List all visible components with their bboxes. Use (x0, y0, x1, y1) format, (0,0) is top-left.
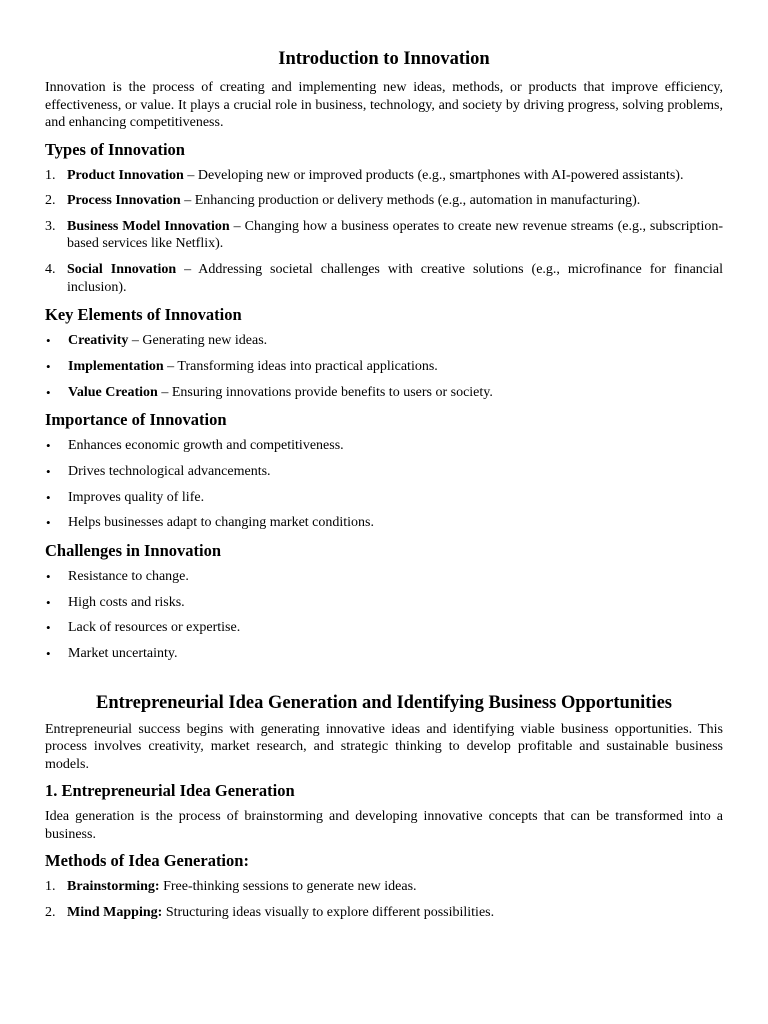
list-item (45, 568, 723, 586)
challenges-heading: Challenges in Innovation (45, 541, 222, 561)
list-item-text (67, 904, 723, 922)
list-item-text: Enhances economic growth and competitiveness. (68, 438, 344, 454)
elements-list (45, 332, 723, 401)
section2-intro: Entrepreneurial success begins with generating innovative ideas and identifying viable business opportunities. This process involves creativity, market research, and strategic thinking to develop profitable and sustainable business models. (45, 721, 723, 772)
list-item-term: Brainstorming: (67, 879, 160, 895)
bullet-icon: • (46, 438, 51, 454)
list-item-text (67, 218, 723, 253)
types-list (45, 167, 723, 297)
list-item-term: Implementation (68, 358, 164, 374)
list-item-text: Resistance to change. (68, 569, 189, 585)
bullet-icon: • (46, 594, 51, 610)
list-item-term: Mind Mapping: (67, 904, 163, 920)
importance-list (45, 437, 723, 532)
challenges-list (45, 568, 723, 663)
list-item (45, 261, 723, 296)
list-number: 3. (45, 218, 56, 234)
elements-heading: Key Elements of Innovation (45, 305, 242, 325)
list-item-desc: Free-thinking sessions to generate new ideas. (159, 879, 417, 895)
list-item (45, 904, 723, 922)
list-number: 2. (45, 904, 56, 920)
list-item-text: Market uncertainty. (68, 646, 178, 662)
list-item (45, 489, 723, 507)
bullet-icon: • (46, 358, 51, 374)
list-item-text (68, 384, 723, 402)
list-item (45, 878, 723, 896)
list-item-term: Process Innovation (67, 193, 181, 209)
list-item (45, 358, 723, 376)
list-item-desc: – Developing new or improved products (e.g., smartphones with AI-powered assistants). (183, 167, 684, 183)
list-item-text (67, 261, 723, 296)
list-item (45, 384, 723, 402)
list-item-term: Business Model Innovation (67, 218, 230, 234)
list-item-text: High costs and risks. (68, 594, 185, 610)
list-item-term: Product Innovation (67, 167, 184, 183)
bullet-icon: • (46, 646, 51, 662)
list-item (45, 218, 723, 253)
methods-list (45, 878, 723, 921)
section2-title: Entrepreneurial Idea Generation and Identifying Business Opportunities (96, 692, 672, 713)
list-item-text: Improves quality of life. (68, 489, 205, 505)
list-item-desc: – Changing how a business operates to create new revenue streams (e.g., subscription-based services like Netflix). (67, 218, 723, 252)
list-number: 4. (45, 262, 56, 278)
idea-generation-text: Idea generation is the process of brainstorming and developing innovative concepts that can be transformed into a business. (45, 809, 723, 842)
list-item-text (68, 358, 723, 376)
list-item-term: Social Innovation (67, 262, 177, 278)
bullet-icon: • (46, 489, 51, 505)
list-item-text: Helps businesses adapt to changing market conditions. (68, 515, 374, 531)
importance-heading: Importance of Innovation (45, 410, 227, 430)
list-item-desc: Structuring ideas visually to explore different possibilities. (162, 904, 495, 920)
list-item (45, 167, 723, 185)
list-item-term: Creativity (68, 333, 129, 349)
list-item-desc: – Transforming ideas into practical applications. (163, 358, 438, 374)
bullet-icon: • (46, 569, 51, 585)
list-item-desc: – Generating new ideas. (128, 333, 268, 349)
bullet-icon: • (46, 333, 51, 349)
list-item-term: Value Creation (68, 384, 158, 400)
bullet-icon: • (46, 464, 51, 479)
list-item (45, 332, 723, 350)
methods-heading: Methods of Idea Generation: (45, 851, 249, 871)
list-number: 1. (45, 879, 56, 895)
types-heading: Types of Innovation (45, 139, 185, 159)
list-item-text: Lack of resources or expertise. (68, 620, 241, 636)
bullet-icon: • (46, 620, 51, 636)
list-item (45, 645, 723, 663)
intro-paragraph: Innovation is the process of creating and implementing new ideas, methods, or products that improve efficiency, effectiveness, or value. It plays a crucial role in business, technology, and society by driving progress, solving problems, and enhancing competitiveness. (45, 80, 723, 130)
list-item (45, 437, 723, 455)
list-item-desc: – Addressing societal challenges with creative solutions (e.g., microfinance for financial inclusion). (67, 262, 723, 295)
list-item-text: Drives technological advancements. (68, 464, 271, 479)
list-item-text (67, 878, 723, 896)
list-item-desc: – Ensuring innovations provide benefits to users or society. (157, 384, 493, 400)
list-item-text (67, 167, 723, 185)
list-number: 2. (45, 193, 56, 209)
idea-generation-heading: 1. Entrepreneurial Idea Generation (45, 781, 295, 801)
list-item-desc: – Enhancing production or delivery methods (e.g., automation in manufacturing). (180, 193, 641, 209)
list-item (45, 463, 723, 481)
list-item (45, 192, 723, 210)
list-item-text (68, 332, 723, 350)
list-item-text (67, 192, 723, 210)
list-item (45, 514, 723, 532)
document-content (45, 47, 723, 930)
document-title: Introduction to Innovation (278, 49, 490, 69)
list-item (45, 594, 723, 612)
list-number: 1. (45, 167, 56, 183)
bullet-icon: • (46, 515, 51, 531)
list-item (45, 619, 723, 637)
bullet-icon: • (46, 384, 51, 400)
